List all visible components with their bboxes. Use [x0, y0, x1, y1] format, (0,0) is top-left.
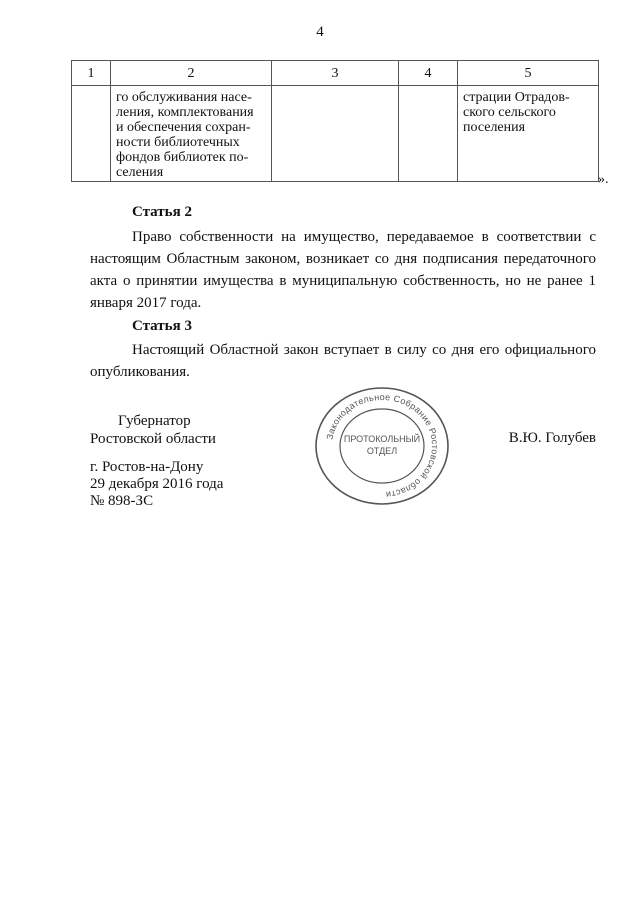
table-header-row	[72, 61, 599, 86]
seal-inner-line-1: ПРОТОКОЛЬНЫЙ	[343, 434, 421, 444]
cell-line: ления, комплектования	[116, 105, 254, 120]
cell-line: ского сельского	[463, 105, 556, 120]
seal-ring-text: Законодательное Собрание Ростовской области	[324, 391, 441, 500]
adoption-city: г. Ростов-на-Дону	[90, 459, 204, 475]
seal-inner-line-2: ОТДЕЛ	[366, 446, 398, 456]
cell-line: селения	[116, 165, 164, 180]
article-3-title: Статья 3	[132, 318, 192, 334]
article-3-text: Настоящий Областной закон вступает в силу со дня его официального опубликования.	[90, 342, 596, 380]
signer-title	[90, 412, 222, 448]
law-number: № 898-ЗС	[90, 493, 154, 509]
table-cell-col-4	[399, 86, 458, 182]
article-2-title: Статья 2	[132, 204, 192, 220]
cell-line: поселения	[463, 120, 526, 135]
signer-name: В.Ю. Голубев	[508, 430, 596, 446]
table-cell-col-2	[111, 86, 272, 182]
adoption-date: 29 декабря 2016 года	[90, 476, 224, 492]
signer-title-line-1: Губернатор	[118, 413, 191, 429]
adoption-details	[90, 459, 223, 510]
article-2-text: Право собственности на имущество, передаваемое в соответствии с настоящим Областным законом, возникает со дня подписания передаточного акта о принятии имущества в муниципальную собственность, но не ранее 1 января 2017 года.	[90, 229, 596, 311]
cell-line: и обеспечения сохран-	[116, 120, 251, 135]
closing-quote: ».	[598, 172, 609, 187]
table-header-col-4: 4	[399, 61, 458, 86]
cell-line: страции Отрадов-	[463, 90, 570, 105]
seal-stamp	[312, 384, 452, 508]
table-row	[72, 86, 599, 182]
table-header-col-2: 2	[111, 61, 272, 86]
cell-line: го обслуживания насе-	[116, 90, 252, 105]
signer-title-line-2: Ростовской области	[90, 431, 216, 447]
page-number: 4	[316, 24, 324, 40]
table-header-col-1: 1	[72, 61, 111, 86]
table-cell-col-5	[458, 86, 599, 182]
table-header-col-5: 5	[458, 61, 599, 86]
table-header-col-3: 3	[272, 61, 399, 86]
cell-line: фондов библиотек по-	[116, 150, 249, 165]
table-cell-col-1	[72, 86, 111, 182]
table-cell-col-3	[272, 86, 399, 182]
transfer-table	[71, 60, 599, 182]
cell-line: ности библиотечных	[116, 135, 240, 150]
